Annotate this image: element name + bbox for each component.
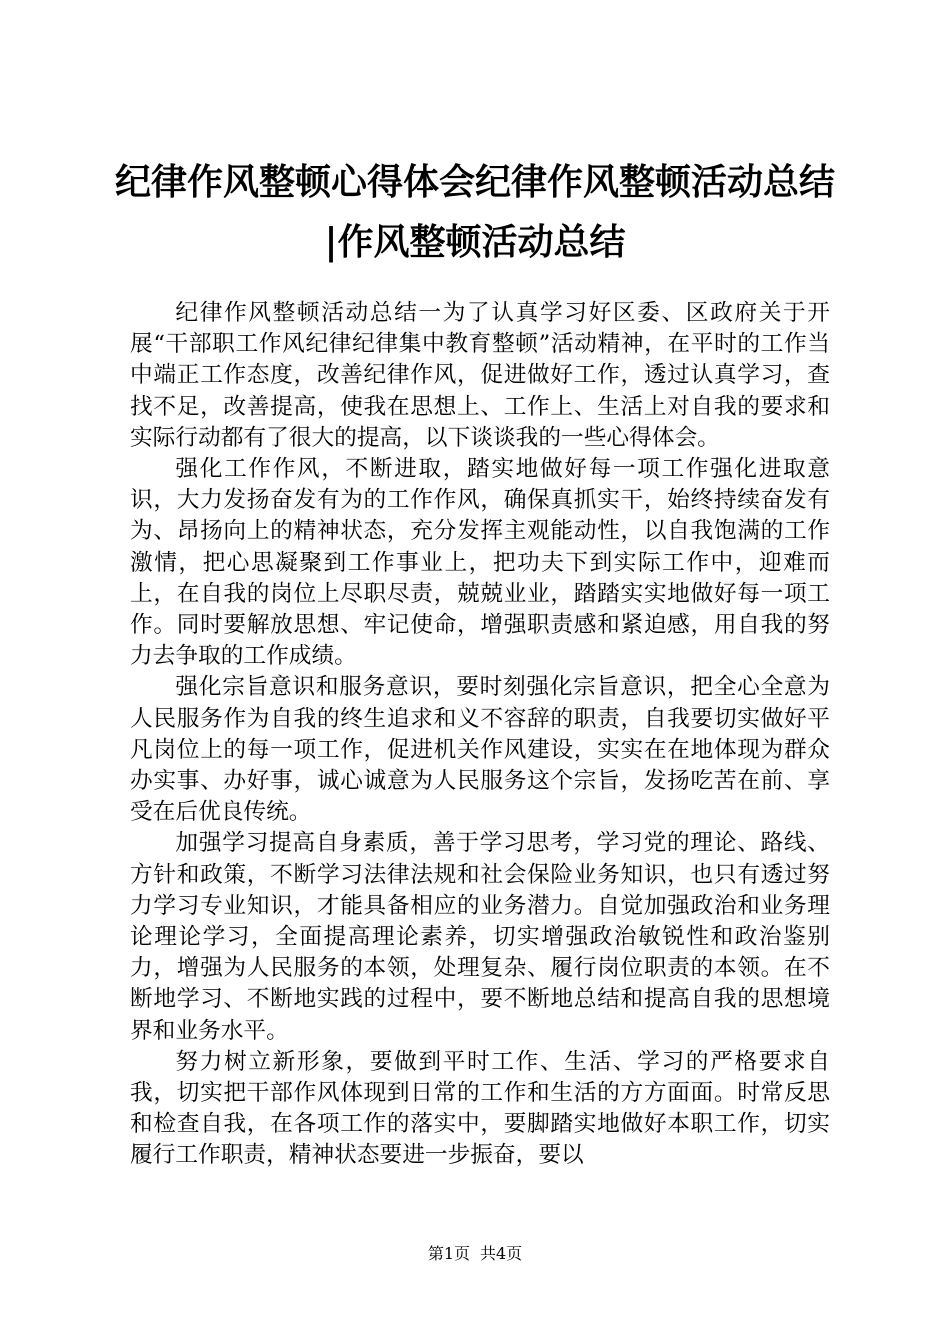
page-number: 第1页 [427,1244,470,1263]
document-body [130,298,830,1172]
page-total: 共4页 [480,1244,523,1263]
body-paragraph: 强化宗旨意识和服务意识，要时刻强化宗旨意识，把全心全意为人民服务作为自我的终生追求和义不容辞的职责，自我要切实做好平凡岗位上的每一项工作，促进机关作风建设，实实在在地体现为群众办实事、办好事，诚心诚意为人民服务这个宗旨，发扬吃苦在前、享受在后优良传统。 [130,674,830,826]
body-paragraph: 加强学习提高自身素质，善于学习思考，学习党的理论、路线、方针和政策，不断学习法律法规和社会保险业务知识，也只有透过努力学习专业知识，才能具备相应的业务潜力。自觉加强政治和业务理论理论学习，全面提高理论素养，切实增强政治敏锐性和政治鉴别力，增强为人民服务的本领，处理复杂、履行岗位职责的本领。在不断地学习、不断地实践的过程中，要不断地总结和提高自我的思想境界和业务水平。 [130,830,830,1044]
body-paragraph: 努力树立新形象，要做到平时工作、生活、学习的严格要求自我，切实把干部作风体现到日常的工作和生活的方方面面。时常反思和检查自我，在各项工作的落实中，要脚踏实地做好本职工作，切实履行工作职责，精神状态要进一步振奋，要以 [130,1048,830,1169]
page-footer [0,1244,950,1264]
body-paragraph: 强化工作作风，不断进取，踏实地做好每一项工作强化进取意识，大力发扬奋发有为的工作作风，确保真抓实干，始终持续奋发有为、昂扬向上的精神状态，充分发挥主观能动性，以自我饱满的工作激情，把心思凝聚到工作事业上，把功夫下到实际工作中，迎难而上，在自我的岗位上尽职尽责，兢兢业业，踏踏实实地做好每一项工作。同时要解放思想、牢记使命，增强职责感和紧迫感，用自我的努力去争取的工作成绩。 [130,456,830,670]
document-title-line-2: |作风整顿活动总结 [324,221,626,263]
document-title-line-1: 纪律作风整顿心得体会纪律作风整顿活动总结 [114,161,835,203]
body-paragraph: 纪律作风整顿活动总结一为了认真学习好区委、区政府关于开展“干部职工作风纪律纪律集中教育整顿”活动精神，在平时的工作当中端正工作态度，改善纪律作风，促进做好工作，透过认真学习，查找不足，改善提高，使我在思想上、工作上、生活上对自我的要求和实际行动都有了很大的提高，以下谈谈我的一些心得体会。 [130,300,830,451]
